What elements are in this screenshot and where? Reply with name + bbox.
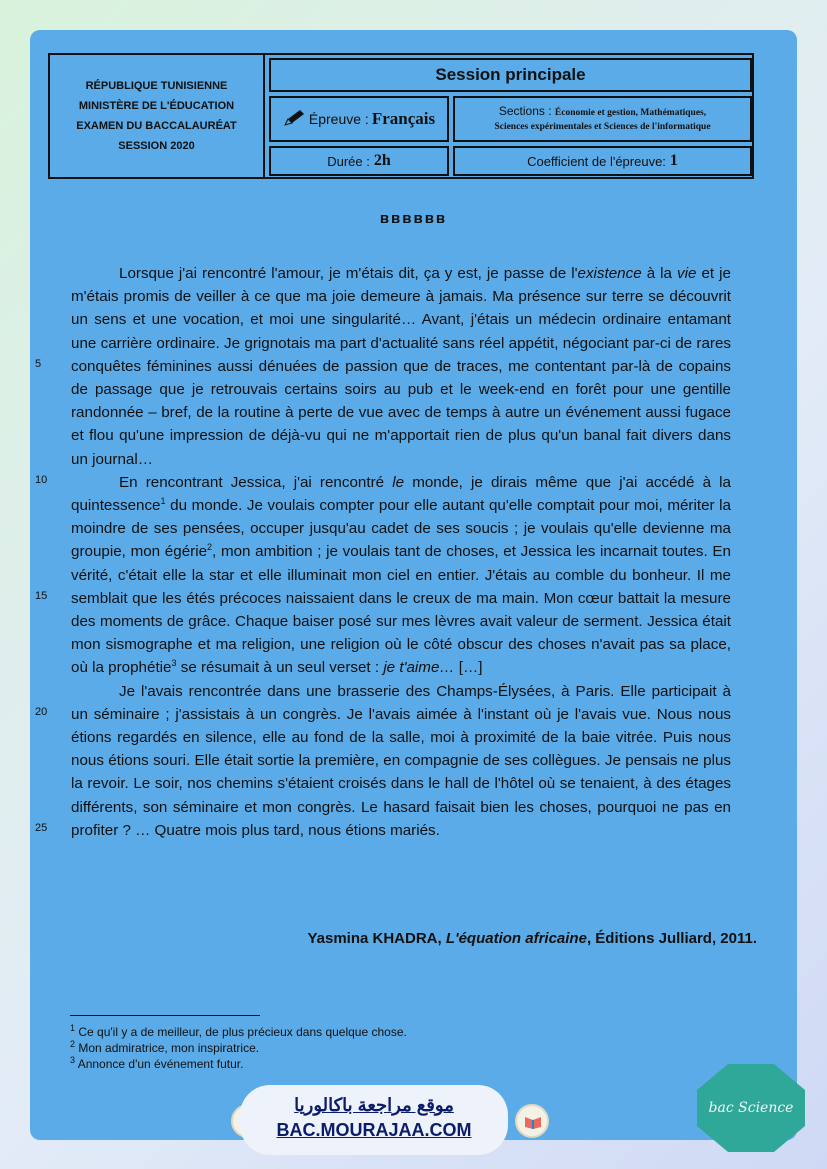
epreuve-cell: [269, 96, 449, 142]
passage-text: [71, 262, 731, 842]
duree-label: Durée :: [327, 153, 370, 169]
line-number: 15: [35, 590, 48, 602]
duree-value: 2h: [373, 152, 391, 169]
watermark-arabic-text: موقع مراجعة باكالوريا: [294, 1095, 454, 1115]
footnote-item: $^2$ Mon admiratrice, mon inspiratrice.: [70, 1039, 260, 1055]
coefficient-label: Coefficient de l'épreuve:: [527, 153, 666, 169]
session-title: Session principale: [269, 58, 752, 92]
footnote-ref: 2: [207, 542, 213, 553]
institution-block: [50, 55, 265, 177]
line-number: 5: [35, 358, 42, 370]
paragraph-3: Je l'avais rencontrée dans une brasserie des Champs-Élysées, à Paris. Elle participait à un séminaire ; j'assistais à un congrès. Je l'avais aimée à l'instant où je l'avais vue. Nous nous étions regardés en silence, elle au fond de la salle, moi à proximité de la baie vitrée. Puis nous nous étions souri. Elle était sortie la première, en compagnie de ses collègues. Je pensais ne plus la revoir. Le soir, nos chemins s'étaient croisés dans le hall de l'hôtel où se tenaient, à des étages différents, son séminaire et mon congrès. Le hasard faisait bien les choses, pourquoi ne pas en profiter ? … Quatre mois plus tard, nous étions mariés.: [71, 682, 731, 839]
republic-label: RÉPUBLIQUE TUNISIENNE: [85, 80, 228, 92]
exam-header-table: [48, 53, 754, 179]
epreuve-label: Épreuve :: [308, 111, 369, 127]
watermark-banner[interactable]: [240, 1085, 508, 1155]
duree-cell: [269, 146, 449, 176]
footnote-item: $^1$ Ce qu'il y a de meilleur, de plus précieux dans quelque chose.: [70, 1023, 407, 1039]
ornament-divider: ʙʙʙʙʙʙ: [379, 210, 448, 227]
badge-label: bac Science: [708, 1100, 794, 1116]
footnotes: [70, 1024, 407, 1072]
sections-value-1: Économie et gestion, Mathématiques,: [554, 108, 707, 118]
footnote-ref: 3: [171, 658, 177, 669]
coefficient-cell: [453, 146, 752, 176]
book-logo-icon: [515, 1104, 549, 1138]
pencil-icon: [283, 109, 305, 130]
footnote-ref: 1: [160, 495, 166, 506]
sections-value-2: Sciences expérimentales et Sciences de l'informatique: [494, 122, 711, 132]
paragraph-2: En rencontrant Jessica, j'ai rencontré le monde, je dirais même que j'ai accédé à la quintessence$^1$ du monde. Je voulais compter pour elle autant qu'elle comptait pour moi, mériter la moindre de ses pensées, occuper jusqu'au cadet de ses soucis ; je voulais qu'elle devienne ma groupie, mon égérie$^2$, mon ambition ; je voulais tant de choses, et Jessica les incarnait toutes. En vérité, c'était elle la star et elle illuminait mon ciel en entier. J'étais au comble du bonheur. Il me semblait que les étés précoces naissaient dans le creux de ma main. Mon cœur battait la mesure des moments de grâce. Chaque baiser posé sur mes lèvres avait valeur de serment. Jessica était mon sismographe et ma religion, une religion où le côté obscur des choses n'avait pas sa place, où la prophétie$^3$ se résumait à un seul verset : je t'aime… […]: [71, 473, 731, 677]
sections-cell: [453, 96, 752, 142]
footnote-separator: [70, 1015, 260, 1016]
source-citation: Yasmina KHADRA, L'équation africaine, Éditions Julliard, 2011.: [307, 930, 757, 947]
paragraph-1: Lorsque j'ai rencontré l'amour, je m'étais dit, ça y est, je passe de l'existence à la vie et je m'étais promis de veiller à ce que ma joie demeure à jamais. Ma présence sur terre se découvrit un sens et une vocation, et moi une singularité… Avant, j'étais un médecin ordinaire entamant une carrière ordinaire. Je grignotais ma part d'actualité sans réel appétit, négociant par-ci de rares conquêtes féminines aussi dénuées de passion que de traces, me contentant par-là de copains de passage que je retrouvais certains soirs au pub et le week-end en forêt pour une gentille randonnée – bref, de la routine à perte de vue avec de temps à autre un événement aussi fugace et flou qu'une impression de déjà-vu qui ne m'apportait rien de plus qu'un banal fait divers dans un journal…: [71, 265, 731, 468]
ministry-label: MINISTÈRE DE L'ÉDUCATION: [78, 100, 235, 112]
session-year-label: SESSION 2020: [118, 140, 195, 152]
bac-science-badge: [695, 1062, 807, 1154]
sections-label: Sections :: [498, 104, 552, 118]
watermark-url-link[interactable]: BAC.MOURAJAA.COM: [276, 1120, 472, 1140]
line-number: 25: [35, 822, 48, 834]
line-number: 10: [35, 474, 48, 486]
coefficient-value: 1: [669, 152, 678, 169]
exam-label: EXAMEN DU BACCALAURÉAT: [76, 120, 237, 132]
footnote-item: $^3$ Annonce d'un événement futur.: [70, 1055, 244, 1071]
line-number: 20: [35, 706, 48, 718]
epreuve-value: Français: [371, 109, 436, 128]
exam-sheet: [30, 30, 797, 1140]
